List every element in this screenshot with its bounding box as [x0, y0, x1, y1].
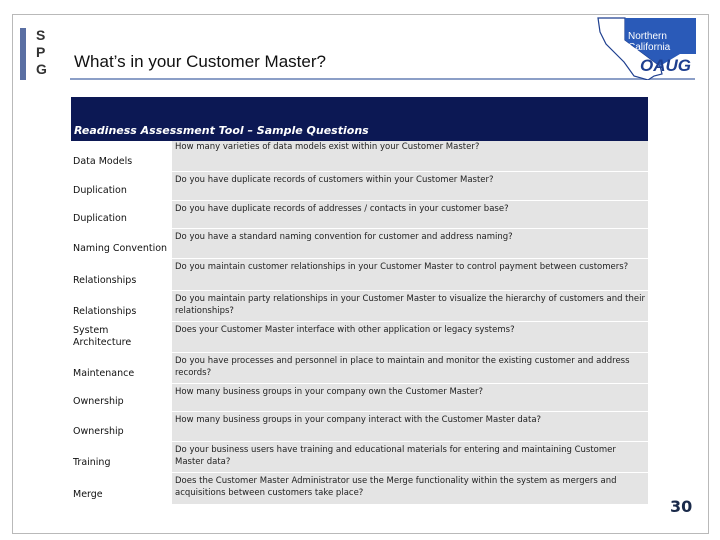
oaug-region-line: California: [628, 42, 671, 53]
row-category-label: Ownership: [73, 396, 124, 407]
table-row: [71, 442, 648, 473]
row-category: [71, 473, 172, 504]
row-category: [71, 172, 172, 200]
table-row: [71, 322, 648, 353]
row-category-label: Ownership: [73, 426, 124, 437]
row-category: [71, 412, 172, 441]
row-question: Do you maintain customer relationships in your Customer Master to control payment between customers?: [172, 259, 648, 290]
row-question: Do you have processes and personnel in place to maintain and monitor the existing customer and address records?: [172, 353, 648, 383]
row-category: [71, 229, 172, 258]
page-number: 30: [670, 497, 693, 516]
row-question: Does your Customer Master interface with other application or legacy systems?: [172, 322, 648, 352]
row-category: [71, 201, 172, 228]
row-category-label: Maintenance: [73, 368, 135, 379]
spg-letter: G: [36, 61, 47, 77]
table-row: [71, 353, 648, 384]
row-category: [71, 384, 172, 411]
row-question: Does the Customer Master Administrator use the Merge functionality within the system as mergers and acquisitions between customers take place?: [172, 473, 648, 504]
row-category-label: Relationships: [73, 275, 137, 286]
spg-letter: S: [36, 27, 46, 43]
row-category-label: Data Models: [73, 156, 133, 167]
row-category: [71, 353, 172, 383]
row-category-label: System Architecture: [73, 325, 132, 348]
row-question: How many business groups in your company interact with the Customer Master data?: [172, 412, 648, 441]
table-row: [71, 259, 648, 291]
table-row: [71, 412, 648, 442]
row-category: [71, 291, 172, 321]
row-category: [71, 322, 172, 352]
oaug-region: [628, 31, 670, 53]
table-row: [71, 473, 648, 505]
table-row: [71, 172, 648, 201]
row-category: [71, 259, 172, 290]
table-row: [71, 291, 648, 322]
table-row: [71, 201, 648, 229]
row-question: How many varieties of data models exist within your Customer Master?: [172, 141, 648, 171]
row-question: How many business groups in your company own the Customer Master?: [172, 384, 648, 411]
spg-letter: P: [36, 44, 46, 60]
row-question: Do you have duplicate records of customers within your Customer Master?: [172, 172, 648, 200]
row-question: Do you have a standard naming convention for customer and address naming?: [172, 229, 648, 258]
table-row: [71, 141, 648, 172]
row-category-label: Duplication: [73, 213, 127, 224]
table-heading-bar: [71, 97, 648, 141]
row-category-label: Merge: [73, 489, 103, 500]
row-category-label: Relationships: [73, 306, 137, 317]
row-question: Do you maintain party relationships in your Customer Master to visualize the hierarchy of customers and their relationships?: [172, 291, 648, 321]
spg-logo: [20, 28, 60, 80]
row-category: [71, 442, 172, 472]
oaug-logo: [588, 14, 706, 80]
spg-logo-letters: [36, 27, 58, 78]
row-question: Do your business users have training and educational materials for entering and maintaining Customer Master data?: [172, 442, 648, 472]
slide-title: What’s in your Customer Master?: [74, 52, 326, 71]
row-category-label: Training: [73, 457, 111, 468]
oaug-brand: OAUG: [640, 56, 691, 75]
row-category-label: Duplication: [73, 185, 127, 196]
readiness-table: [71, 97, 648, 505]
table-heading: Readiness Assessment Tool – Sample Questions: [74, 124, 369, 137]
row-category-label: Naming Convention: [73, 243, 168, 254]
table-row: [71, 229, 648, 259]
row-question: Do you have duplicate records of addresses / contacts in your customer base?: [172, 201, 648, 228]
row-category: [71, 141, 172, 171]
oaug-region-line: Northern: [628, 31, 667, 42]
spg-logo-bar: [20, 28, 26, 80]
table-row: [71, 384, 648, 412]
